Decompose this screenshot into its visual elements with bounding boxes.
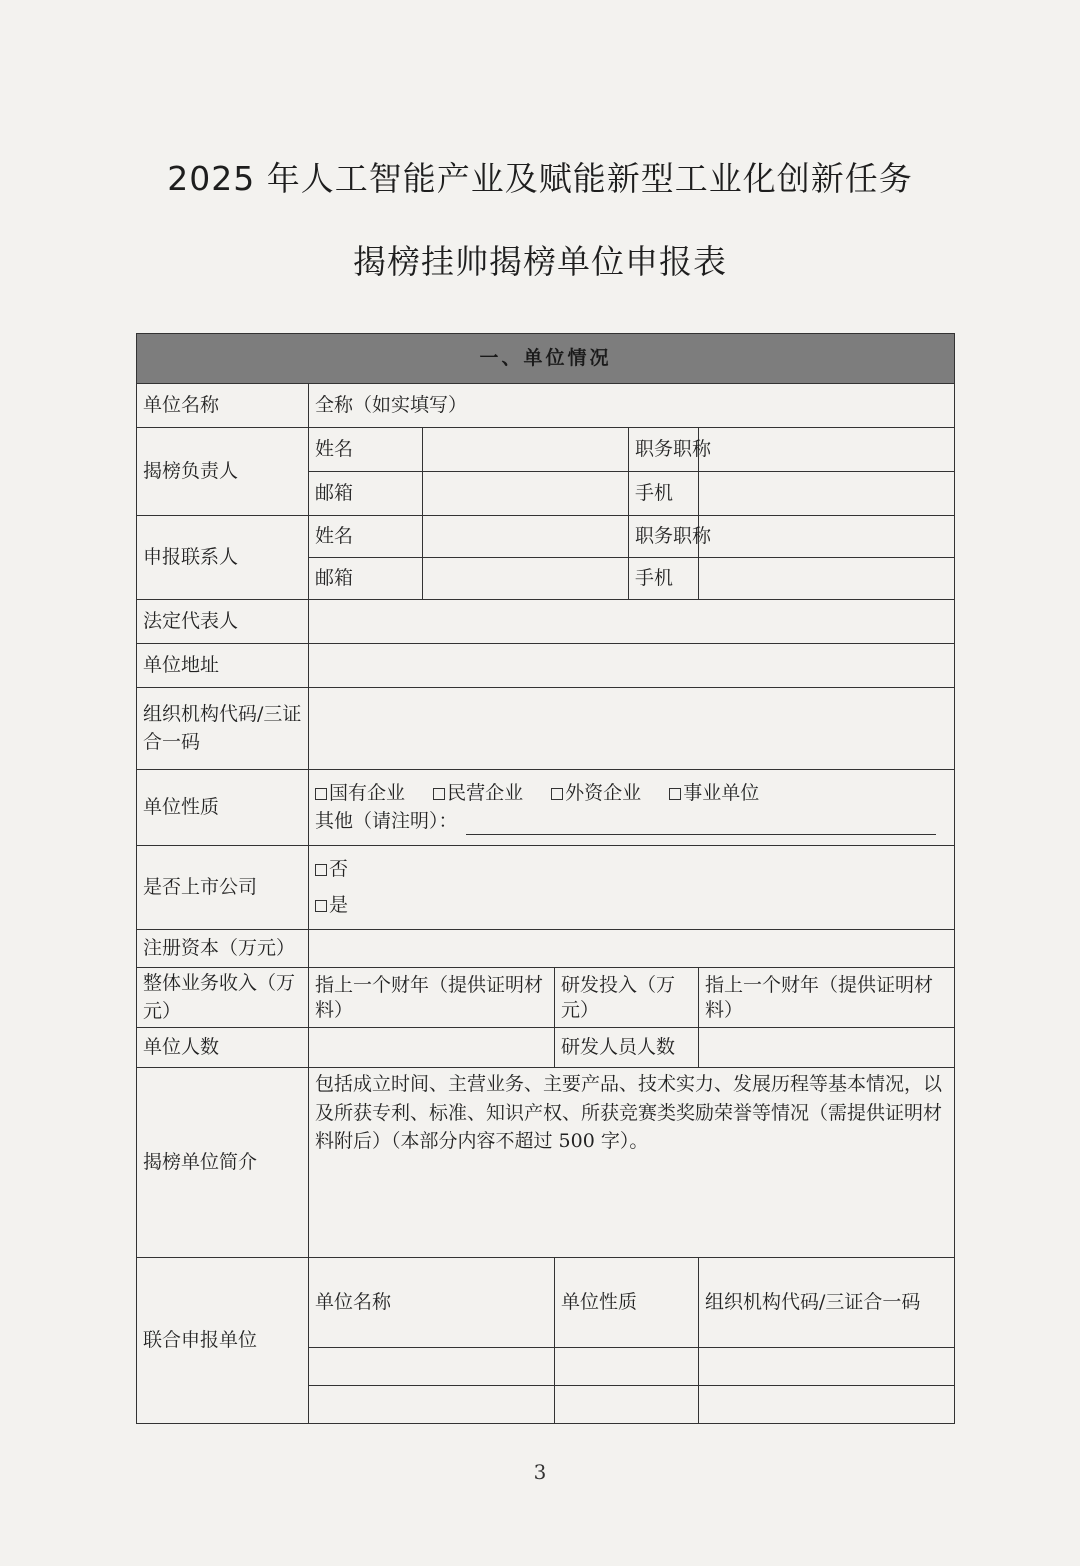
address-label: 单位地址	[137, 644, 309, 688]
leader-email-label: 邮箱	[309, 472, 423, 516]
nature-option-state[interactable]: 国有企业	[315, 782, 405, 804]
revenue-note[interactable]: 指上一个财年（提供证明材料）	[309, 968, 555, 1028]
joint-row1-name[interactable]	[309, 1348, 555, 1386]
rd-staff-label: 研发人员人数	[555, 1028, 699, 1068]
listed-option-yes[interactable]: 是	[315, 892, 948, 920]
joint-row2-name[interactable]	[309, 1386, 555, 1424]
listed-options	[309, 846, 955, 930]
leader-title-label: 职务职称	[629, 428, 699, 472]
leader-name-field[interactable]	[423, 428, 629, 472]
checkbox-icon[interactable]	[433, 788, 445, 800]
joint-col-name: 单位名称	[309, 1258, 555, 1348]
listed-label: 是否上市公司	[137, 846, 309, 930]
joint-col-nature: 单位性质	[555, 1258, 699, 1348]
application-form-table	[136, 333, 955, 1424]
section-header: 一、单位情况	[137, 334, 955, 384]
address-field[interactable]	[309, 644, 955, 688]
capital-field[interactable]	[309, 930, 955, 968]
checkbox-icon[interactable]	[315, 788, 327, 800]
contact-title-field[interactable]	[699, 516, 955, 558]
intro-label: 揭榜单位简介	[137, 1068, 309, 1258]
document-title-line1: 2025 年人工智能产业及赋能新型工业化创新任务	[167, 159, 913, 198]
nature-option-private[interactable]: 民营企业	[433, 782, 523, 804]
rd-invest-label: 研发投入（万元）	[555, 968, 699, 1028]
document-title-line2: 揭榜挂帅揭榜单位申报表	[353, 242, 727, 281]
listed-option-no[interactable]: 否	[315, 856, 948, 884]
nature-option-foreign[interactable]: 外资企业	[551, 782, 641, 804]
nature-option-institution[interactable]: 事业单位	[669, 782, 759, 804]
org-name-field[interactable]: 全称（如实填写）	[309, 384, 955, 428]
joint-row1-code[interactable]	[699, 1348, 955, 1386]
rd-staff-field[interactable]	[699, 1028, 955, 1068]
org-code-field[interactable]	[309, 688, 955, 770]
staff-field[interactable]	[309, 1028, 555, 1068]
leader-label: 揭榜负责人	[137, 428, 309, 516]
page-number: 3	[533, 1460, 547, 1484]
leader-phone-label: 手机	[629, 472, 699, 516]
checkbox-icon[interactable]	[669, 788, 681, 800]
joint-row1-nature[interactable]	[555, 1348, 699, 1386]
contact-label: 申报联系人	[137, 516, 309, 600]
legal-rep-field[interactable]	[309, 600, 955, 644]
contact-name-field[interactable]	[423, 516, 629, 558]
contact-phone-field[interactable]	[699, 558, 955, 600]
joint-row2-code[interactable]	[699, 1386, 955, 1424]
nature-other-field[interactable]	[466, 816, 936, 835]
contact-name-label: 姓名	[309, 516, 423, 558]
joint-row2-nature[interactable]	[555, 1386, 699, 1424]
org-name-label: 单位名称	[137, 384, 309, 428]
checkbox-icon[interactable]	[315, 900, 327, 912]
leader-name-label: 姓名	[309, 428, 423, 472]
leader-phone-field[interactable]	[699, 472, 955, 516]
joint-col-code: 组织机构代码/三证合一码	[699, 1258, 955, 1348]
staff-label: 单位人数	[137, 1028, 309, 1068]
leader-email-field[interactable]	[423, 472, 629, 516]
checkbox-icon[interactable]	[315, 864, 327, 876]
leader-title-field[interactable]	[699, 428, 955, 472]
rd-invest-note[interactable]: 指上一个财年（提供证明材料）	[699, 968, 955, 1028]
contact-email-label: 邮箱	[309, 558, 423, 600]
checkbox-icon[interactable]	[551, 788, 563, 800]
contact-phone-label: 手机	[629, 558, 699, 600]
intro-field[interactable]: 包括成立时间、主营业务、主要产品、技术实力、发展历程等基本情况，以及所获专利、标准、知识产权、所获竞赛类奖励荣誉等情况（需提供证明材料附后）（本部分内容不超过 500 字）。	[309, 1068, 955, 1258]
joint-label: 联合申报单位	[137, 1258, 309, 1424]
nature-other-label: 其他（请注明）：	[315, 809, 458, 832]
org-code-label: 组织机构代码/三证合一码	[137, 688, 309, 770]
contact-title-label: 职务职称	[629, 516, 699, 558]
nature-label: 单位性质	[137, 770, 309, 846]
legal-rep-label: 法定代表人	[137, 600, 309, 644]
nature-options	[309, 770, 955, 846]
contact-email-field[interactable]	[423, 558, 629, 600]
revenue-label: 整体业务收入（万元）	[137, 968, 309, 1028]
capital-label: 注册资本（万元）	[137, 930, 309, 968]
